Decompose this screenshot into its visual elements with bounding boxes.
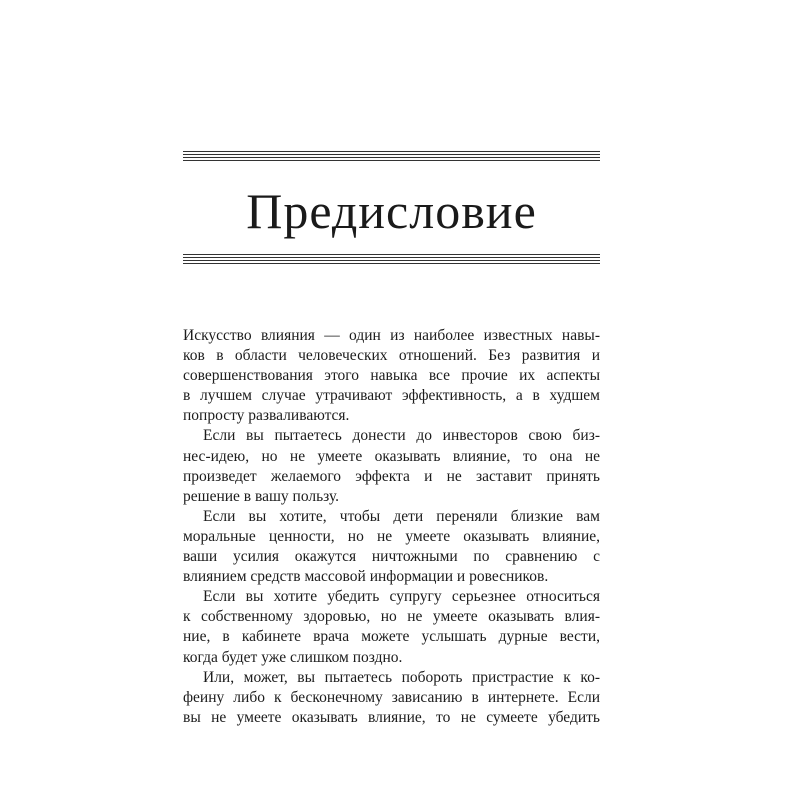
chapter-title: Предисловие [246,183,537,239]
rule-line [183,154,600,155]
text-line: ние, в кабинете врача можете услышать дурные вести, [183,628,600,646]
rule-line [183,263,600,264]
text-line: когда будет уже слишком поздно. [183,648,403,666]
text-line: моральные ценности, но не умеете оказывать влияние, [183,527,600,545]
title-top-rule [183,151,600,163]
text-line: Если вы хотите, чтобы дети переняли близкие вам [203,507,600,525]
text-line: попросту разваливаются. [183,407,350,425]
text-line: ваши усилия окажутся ничтожными по сравнению с [183,548,600,566]
text-line: феину либо к бесконечному зависанию в интернете. Если [183,688,600,706]
text-line: Искусство влияния — один из наиболее известных навы- [183,327,600,344]
text-line: решение в вашу пользу. [183,487,340,505]
rule-line [183,254,600,255]
body-text [183,326,600,728]
rule-line [183,151,600,152]
text-line: Если вы пытаетесь донести до инвесторов свою биз- [203,427,600,445]
text-line: Если вы хотите убедить супругу серьезнее относиться [203,588,600,606]
rule-line [183,260,600,261]
text-line: влиянием средств массовой информации и ровесников. [183,568,549,586]
text-line: ков в области человеческих отношений. Без развития и [183,347,600,365]
text-line: нес-идею, но не умеете оказывать влияние, то она не [183,447,600,465]
title-bottom-rule [183,254,600,266]
text-line: произведет желаемого эффекта и не заставит принять [183,467,600,485]
text-line: к собственному здоровью, но не умеете оказывать влия- [183,608,600,626]
rule-line [183,257,600,258]
text-line: в лучшем случае утрачивают эффективность, а в худшем [183,387,600,405]
rule-line [183,160,600,161]
text-line: совершенствования этого навыка все прочие их аспекты [183,367,600,385]
text-line: вы не умеете оказывать влияние, то не сумеете убедить [183,708,600,726]
rule-line [183,157,600,158]
text-line: Или, может, вы пытаетесь побороть пристрастие к ко- [203,668,600,686]
